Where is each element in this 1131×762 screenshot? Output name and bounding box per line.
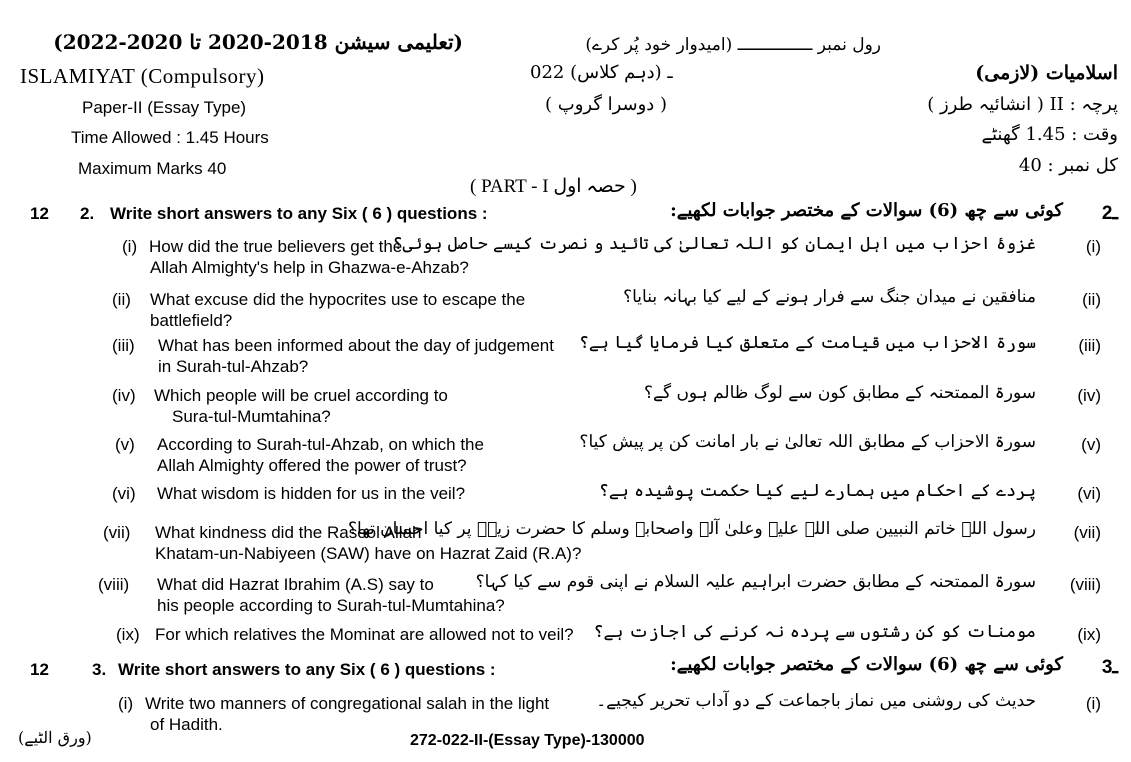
q2-item-english: What has been informed about the day of judgement xyxy=(158,336,554,355)
q2-item-english-cont: Allah Almighty's help in Ghazwa-e-Ahzab? xyxy=(150,258,469,277)
q3-item-english: Write two manners of congregational salah in the light xyxy=(145,694,550,713)
q2-item-number: (iv) xyxy=(112,386,136,405)
time-allowed-urdu: وقت : 1.45 گھنٹے xyxy=(981,124,1118,145)
q2-item-english-cont: Khatam-un-Nabiyeen (SAW) have on Hazrat Zaid (R.A)? xyxy=(155,544,582,563)
q2-item-urdu: غزوۂ احزاب میں اہل ایمان کو اللہ تعالیٰ کی تائید و نصرت کیسے حاصل ہوئی؟ xyxy=(392,234,1036,254)
q2-item-urdu: پردے کے احکام میں ہمارے لیے کیا حکمت پوشیدہ ہے؟ xyxy=(598,481,1036,501)
q2-item-number: (i) xyxy=(122,237,138,256)
q3-marks: 12 xyxy=(30,660,49,679)
q2-item-number-urdu: (i) xyxy=(1085,237,1101,256)
q2-item-english: Which people will be cruel according to xyxy=(154,386,448,405)
q2-item-english: According to Surah-tul-Ahzab, on which the xyxy=(157,435,484,454)
q2-item-number: (iii) xyxy=(112,336,135,355)
q3-item-urdu: حدیث کی روشنی میں نماز باجماعت کے دو آداب تحریر کیجیے۔ xyxy=(596,691,1036,711)
q2-item-english-cont: his people according to Surah-tul-Mumtahina? xyxy=(157,596,505,615)
subject-code: 022 ـ (دہم کلاس) xyxy=(530,62,673,83)
q2-item-english: What wisdom is hidden for us in the veil? xyxy=(157,484,466,503)
q2-item-english: For which relatives the Mominat are allowed not to veil? xyxy=(155,625,574,644)
q2-number: 2. xyxy=(80,204,95,223)
subject-urdu: اسلامیات (لازمی) xyxy=(975,62,1118,84)
paper-english: Paper-II (Essay Type) xyxy=(82,98,247,117)
max-marks-english: Maximum Marks 40 xyxy=(78,159,227,178)
q2-item-english: What kindness did the Rasool Allah xyxy=(155,523,422,542)
q2-item-urdu: سورۃ الممتحنہ کے مطابق حضرت ابراہیم علیہ السلام نے اپنی قوم سے کیا کہا؟ xyxy=(475,572,1036,592)
paper-urdu: پرچہ : II ( انشائیہ طرز ) xyxy=(927,94,1118,115)
time-allowed-english: Time Allowed : 1.45 Hours xyxy=(71,128,269,147)
q2-item-number: (vii) xyxy=(103,523,131,542)
q2-heading-english: Write short answers to any Six ( 6 ) questions : xyxy=(110,204,488,223)
q2-item-number-urdu: (vii) xyxy=(1073,523,1101,542)
q2-item-urdu: سورۃ الاحزاب کے مطابق اللہ تعالیٰ نے بار امانت کن پر پیش کیا؟ xyxy=(579,432,1036,452)
subject-english: ISLAMIYAT (Compulsory) xyxy=(20,64,265,88)
q2-item-number-urdu: (iii) xyxy=(1078,336,1101,355)
q2-item-number-urdu: (iv) xyxy=(1077,386,1101,405)
session-line: (تعلیمی سیشن 2018-2020 تا 2020-2022) xyxy=(53,30,463,54)
max-marks-urdu: کل نمبر : 40 xyxy=(1018,155,1118,176)
part-heading: ( PART - I حصہ اول ) xyxy=(470,176,637,197)
q2-item-number-urdu: (v) xyxy=(1081,435,1101,454)
q2-item-number-urdu: (viii) xyxy=(1069,575,1101,594)
q2-item-urdu: منافقین نے میدان جنگ سے فرار ہونے کے لیے کیا بہانہ بنایا؟ xyxy=(623,287,1036,307)
q2-item-number: (v) xyxy=(115,435,135,454)
q2-item-english-cont: battlefield? xyxy=(150,311,233,330)
q3-heading-english: Write short answers to any Six ( 6 ) questions : xyxy=(118,660,496,679)
q2-item-number: (vi) xyxy=(112,484,136,503)
q2-item-number: (viii) xyxy=(98,575,130,594)
q2-item-urdu: سورۃ الممتحنہ کے مطابق کون سے لوگ ظالم ہوں گے؟ xyxy=(643,383,1036,403)
q2-heading-urdu: کوئی سے چھ (6) سوالات کے مختصر جوابات لکھیے: xyxy=(670,200,1063,221)
q2-item-english: What did Hazrat Ibrahim (A.S) say to xyxy=(157,575,434,594)
q2-item-english-cont: Sura-tul-Mumtahina? xyxy=(172,407,331,426)
q3-item-number: (i) xyxy=(118,694,134,713)
q2-item-number-urdu: (ix) xyxy=(1077,625,1101,644)
roll-number-line: رول نمبر ـــــــــــــــ (امیدوار خود پُر کرے) xyxy=(585,35,881,55)
q3-number: 3. xyxy=(92,660,107,679)
q3-number-urdu: 3ـ xyxy=(1101,657,1118,678)
q2-marks: 12 xyxy=(30,204,49,223)
q3-item-number-urdu: (i) xyxy=(1085,694,1101,713)
q2-item-number-urdu: (vi) xyxy=(1077,484,1101,503)
q2-item-number-urdu: (ii) xyxy=(1082,290,1101,309)
group-urdu: ( دوسرا گروپ ) xyxy=(545,94,668,115)
q2-item-english: How did the true believers get the xyxy=(149,237,403,256)
turn-over-note: (ورق الٹیے) xyxy=(18,728,92,747)
q2-item-urdu: مومنات کو کن رشتوں سے پردہ نہ کرنے کی اجازت ہے؟ xyxy=(593,622,1036,642)
q2-item-english: What excuse did the hypocrites use to escape the xyxy=(150,290,526,309)
q3-heading-urdu: کوئی سے چھ (6) سوالات کے مختصر جوابات لکھیے: xyxy=(670,654,1063,675)
q2-number-urdu: 2ـ xyxy=(1101,203,1118,224)
q2-item-number: (ix) xyxy=(116,625,140,644)
q2-item-urdu: رسول اللہ خاتم النبیین صلی اللہ علیہ وعلیٰ آلہ واصحابہ وسلم کا حضرت زیدؓ پر کیا احسان تھا؟ xyxy=(347,519,1036,539)
q2-item-number: (ii) xyxy=(112,290,131,309)
paper-code: 272-022-II-(Essay Type)-130000 xyxy=(410,732,645,749)
q3-item-english-cont: of Hadith. xyxy=(150,715,223,734)
q2-item-english-cont: in Surah-tul-Ahzab? xyxy=(158,357,309,376)
q2-item-english-cont: Allah Almighty offered the power of trust? xyxy=(157,456,467,475)
q2-item-urdu: سورۃ الاحزاب میں قیامت کے متعلق کیا فرمایا گیا ہے؟ xyxy=(578,333,1036,353)
